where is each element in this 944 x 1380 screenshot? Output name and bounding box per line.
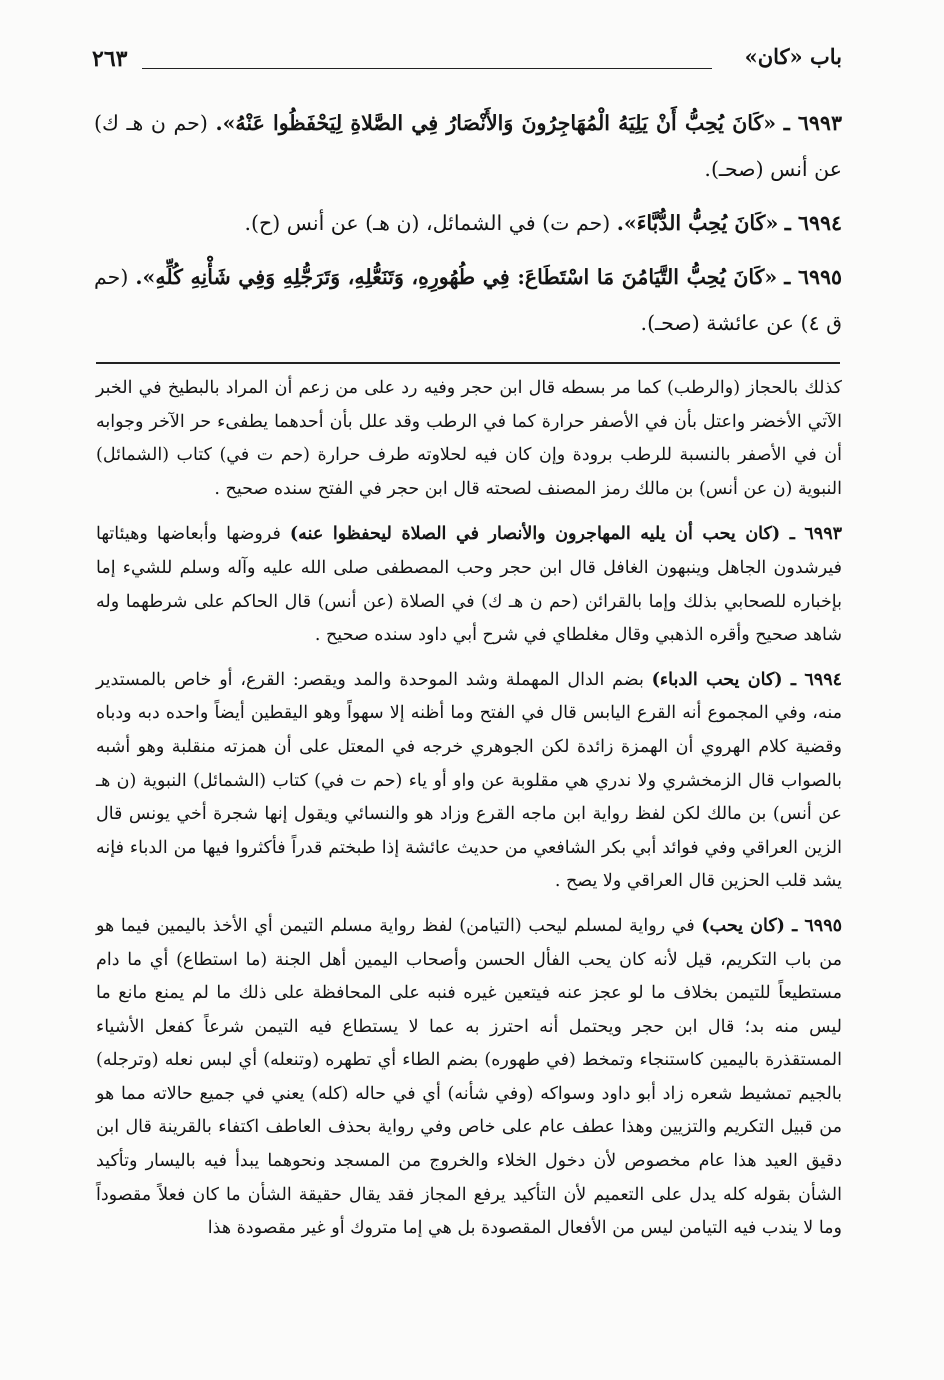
chapter-title: باب «كان» bbox=[744, 44, 842, 69]
commentary-paragraph bbox=[96, 910, 842, 1246]
commentary-paragraph bbox=[96, 664, 842, 899]
page-header bbox=[92, 44, 842, 80]
header-rule bbox=[142, 68, 712, 69]
commentary-lead: ٦٩٩٣ ـ (كان يحب أن يليه المهاجرون والأنصار في الصلاة ليحفظوا عنه) bbox=[289, 524, 842, 545]
commentary-text: بضم الدال المهملة وشد الموحدة والمد ويقصر: القرع، أو خاص بالمستدير منه، وفي المجموع أنه القرع اليابس قال في الفتح وما أظنه إلا سهواً وهو اليقطين أيضاً واحده دبه ودباه وقضية كلام الهروي أن الهمزة زائدة لكن الجوهري خرجه في المعتل على أن همزته منقلبة وهو أشبه بالصواب قال الزمخشري ولا ندري هي مقلوبة عن واو أو ياء (حم ت في) كتاب (الشمائل) النبوية (ن هـ عن أنس) بن مالك لكن لفظ رواية ابن ماجه القرع وزاد هو والنسائي ويقول إنها شجرة أخي يونس قال الزين العراقي وفي فوائد أبي بكر الشافعي من حديث عائشة إذا طبختم قدراً فأكثروا فيها من الدباء فإنه يشد قلب الحزين قال العراقي ولا يصح . bbox=[96, 669, 842, 892]
hadith-number: ٦٩٩٣ ـ bbox=[783, 111, 842, 135]
hadith-text: «كَانَ يُحِبُّ التَّيَامُنَ مَا اسْتَطَاعَ: فِي طُهُورِهِ، وَتَنَعُّلِهِ، وَتَرَجُّلِهِ وَفِي شَأْنِهِ كُلِّهِ». bbox=[135, 265, 778, 289]
hadith-text: «كَانَ يُحِبُّ الدُّبَّاءَ». bbox=[616, 211, 779, 235]
commentary-paragraph bbox=[96, 372, 842, 506]
hadith-entry bbox=[94, 254, 842, 346]
hadith-entry bbox=[94, 200, 842, 246]
footnote-divider bbox=[96, 362, 840, 364]
hadith-text: «كَانَ يُحِبُّ أَنْ يَلِيَهُ الْمُهَاجِرُونَ وَالأَنْصَارُ فِي الصَّلاةِ لِيَحْفَظُوا عَنْهُ». bbox=[215, 111, 777, 135]
commentary-lead: ٦٩٩٤ ـ (كان يحب الدباء) bbox=[651, 669, 842, 690]
commentary-text: كذلك بالحجاز (والرطب) كما مر بسطه قال ابن حجر وفيه رد على من زعم أن المراد بالبطيخ في الخبر الآتي الأخضر واعتل بأن في الأصفر حرارة كما في الرطب وقد علل بأن أحدهما يطفىء حر الآخر وجوابه أن في الأصفر بالنسبة للرطب برودة وإن كان فيه لحلاوته طرف حرارة (حم ت في) كتاب (الشمائل) النبوية (ن عن أنس) بن مالك رمز المصنف لصحته قال ابن حجر في الفتح سنده صحيح . bbox=[96, 378, 842, 499]
hadith-section bbox=[94, 100, 842, 354]
commentary-paragraph bbox=[96, 518, 842, 652]
hadith-number: ٦٩٩٤ ـ bbox=[784, 211, 842, 235]
commentary-lead: ٦٩٩٥ ـ (كان يحب) bbox=[701, 915, 842, 936]
commentary-text: في رواية لمسلم ليحب (التيامن) لفظ رواية مسلم التيمن أي الأخذ باليمين فيما هو من باب التكريم، قيل لأنه كان يحب الفأل الحسن وأصحاب اليمين أهل الجنة (ما استطاع) أي ما دام مستطيعاً للتيمن بخلاف ما لو عجز عنه فيتعين غيره فنبه على المحافظة على ذلك ما لم يمنع مانع ما ليس منه بد؛ قال ابن حجر ويحتمل أنه احترز به عما لا يستطاع فيه التيمن شرعاً كفعل الأشياء المستقذرة باليمين كاستنجاء وتمخط (في طهوره) بضم الطاء أي تطهره (وتنعله) أي لبس نعله (وترجله) بالجيم تمشيط شعره زاد أبو داود وسواكه (وفي شأنه) أي في حاله (كله) يعني في جميع حالاته مما هو من قبيل التكريم والتزيين وهذا عطف عام على خاص وفي رواية بحذف العاطف اكتفاء بالقرينة قال ابن دقيق العيد هذا عام مخصوص لأن دخول الخلاء والخروج من المسجد ونحوهما يبدأ فيه باليسار وتأكيد الشأن بقوله كله يدل على التعميم لأن التأكيد يرفع المجاز فقد يقال حقيقة الشأن ما كان فعلاً مقصوداً وما لا يندب فيه التيامن ليس من الأفعال المقصودة بل هي إما متروك أو غير مقصودة هذا bbox=[96, 915, 842, 1239]
commentary-text: فروضها وأبعاضها وهيئاتها فيرشدون الجاهل وينبهون الغافل قال ابن حجر وحب المصطفى صلى الله عليه وآله وسلم للشيء إما بإخباره للصحابي بذلك وإما بالقرائن (حم ن هـ ك) في الصلاة (عن أنس) قال الحاكم على شرطهما وله شاهد صحيح وأقره الذهبي وقال مغلطاي في شرح أبي داود سنده صحيح . bbox=[96, 524, 842, 646]
hadith-source: (حم ق ٤) عن عائشة (صحـ). bbox=[94, 265, 842, 335]
commentary-section bbox=[96, 372, 842, 1257]
hadith-source: (حم ن هـ ك) عن أنس (صحـ). bbox=[94, 111, 842, 181]
hadith-source: (حم ت) في الشمائل، (ن هـ) عن أنس (ح). bbox=[244, 211, 611, 235]
page-number: ٢٦٣ bbox=[92, 46, 128, 72]
hadith-entry bbox=[94, 100, 842, 192]
hadith-number: ٦٩٩٥ ـ bbox=[784, 265, 842, 289]
